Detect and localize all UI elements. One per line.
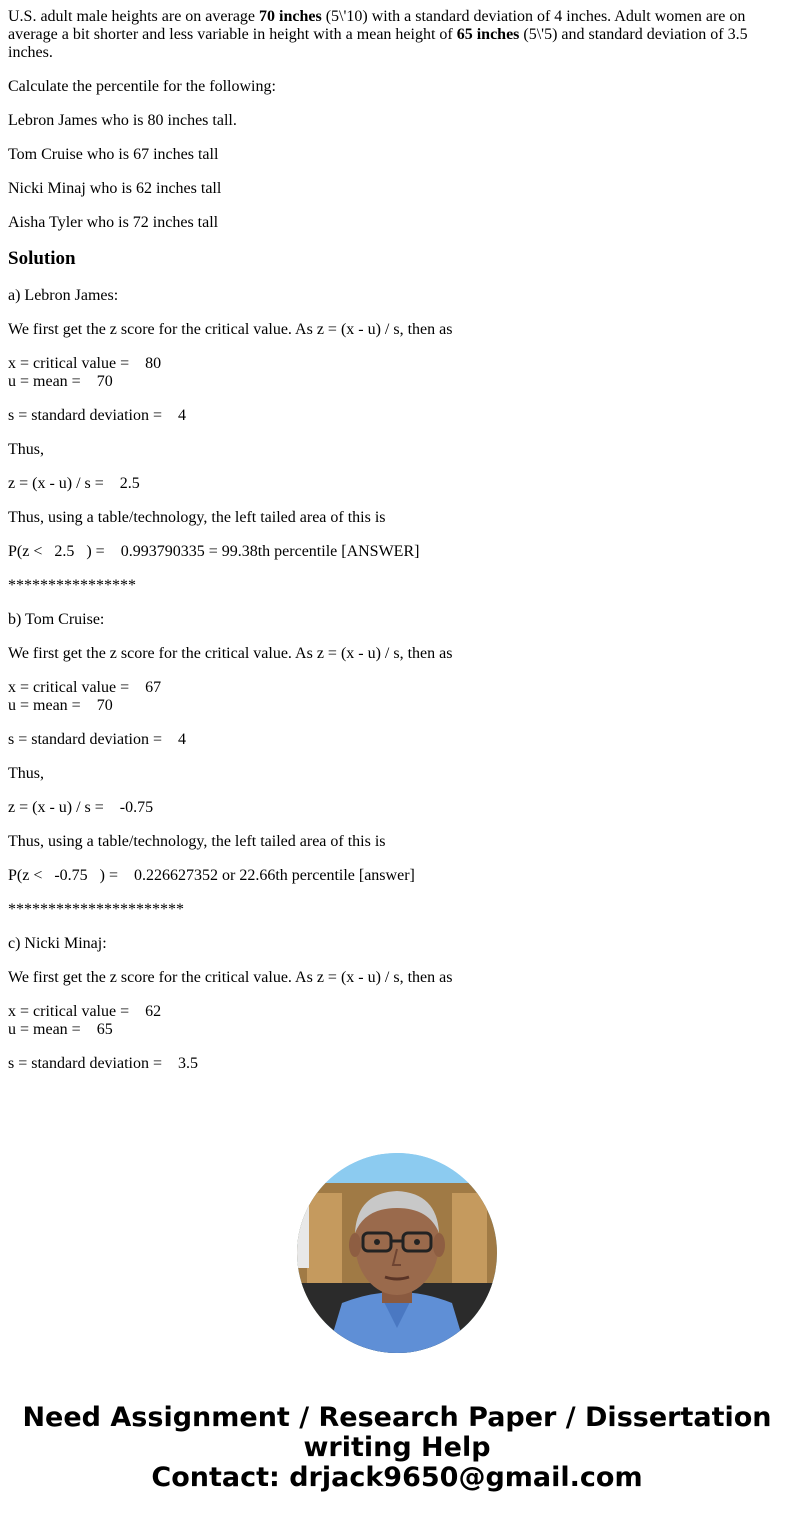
part-b-thus: Thus, (8, 765, 44, 782)
part-b-u-line: u = mean = 70 (8, 697, 113, 714)
intro-text-1: U.S. adult male heights are on average (8, 8, 260, 25)
part-a-result: P(z < 2.5 ) = 0.993790335 = 99.38th percentile [ANSWER] (8, 543, 420, 560)
part-c-s-line: s = standard deviation = 3.5 (8, 1055, 199, 1072)
promo-contact-line: Contact: drjack9650@gmail.com (151, 1462, 643, 1493)
part-c-title: c) Nicki Minaj: (8, 935, 107, 952)
author-avatar (297, 1153, 497, 1353)
part-b-table-line: Thus, using a table/technology, the left tailed area of this is (8, 833, 386, 850)
problem-item: Lebron James who is 80 inches tall. (8, 112, 237, 129)
problem-item: Nicki Minaj who is 62 inches tall (8, 180, 222, 197)
separator: ********************** (8, 901, 184, 918)
female-mean: 65 inches (456, 26, 520, 43)
part-a-x-line: x = critical value = 80 (8, 355, 162, 372)
promo-line-2: writing Help (303, 1432, 491, 1463)
part-c-intro: We first get the z score for the critical value. As z = (x - u) / s, then as (8, 969, 453, 986)
part-a-thus: Thus, (8, 441, 44, 458)
part-b-s-line: s = standard deviation = 4 (8, 731, 187, 748)
document-body (8, 8, 778, 1089)
problem-intro (8, 8, 778, 62)
part-b-title: b) Tom Cruise: (8, 611, 105, 628)
instruction: Calculate the percentile for the following: (8, 78, 276, 95)
separator: **************** (8, 577, 136, 594)
part-b-z-line: z = (x - u) / s = -0.75 (8, 799, 154, 816)
part-b-x-line: x = critical value = 67 (8, 679, 162, 696)
promo-line-1: Need Assignment / Research Paper / Dissertation (22, 1402, 772, 1433)
part-b-intro: We first get the z score for the critical value. As z = (x - u) / s, then as (8, 645, 453, 662)
promo-banner (0, 1403, 794, 1493)
part-a-s-line: s = standard deviation = 4 (8, 407, 187, 424)
part-c-x-line: x = critical value = 62 (8, 1003, 162, 1020)
problem-item: Tom Cruise who is 67 inches tall (8, 146, 219, 163)
solution-heading: Solution (8, 248, 76, 269)
part-c-u-line: u = mean = 65 (8, 1021, 113, 1038)
part-a-u-line: u = mean = 70 (8, 373, 113, 390)
intro-text-2: (5\'10) with a standard deviation of 4 inches. Adult women are on average a bit shorter and less variable in height with a mean height of (8, 8, 746, 43)
problem-item: Aisha Tyler who is 72 inches tall (8, 214, 219, 231)
male-mean: 70 inches (259, 8, 322, 25)
part-b-result: P(z < -0.75 ) = 0.226627352 or 22.66th percentile [answer] (8, 867, 415, 884)
part-a-z-line: z = (x - u) / s = 2.5 (8, 475, 140, 492)
part-a-title: a) Lebron James: (8, 287, 119, 304)
part-a-intro: We first get the z score for the critical value. As z = (x - u) / s, then as (8, 321, 453, 338)
part-a-table-line: Thus, using a table/technology, the left tailed area of this is (8, 509, 386, 526)
intro-text-3: (5\'5) and standard deviation of 3.5 inches. (8, 26, 748, 61)
author-portrait-illustration (297, 1153, 497, 1353)
